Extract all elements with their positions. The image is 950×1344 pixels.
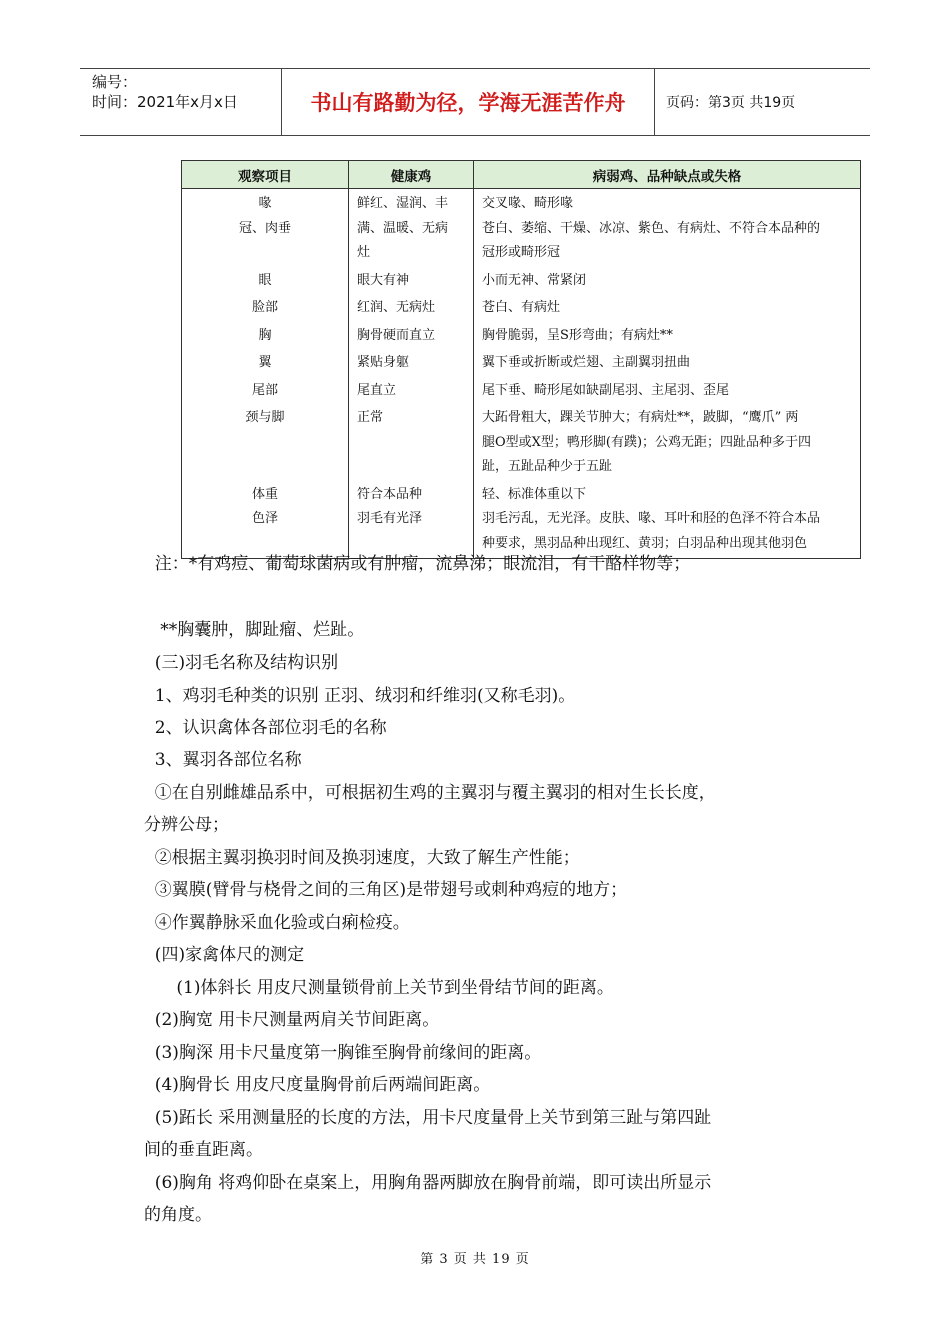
defect-cell: 大跖骨粗大，踝关节肿大；有病灶**，跛脚，“鹰爪” 两 腿O型或X型；鸭形脚(有蹼)；公鸡无距；四趾品种多于四 趾，五趾品种少于五趾 <box>474 403 861 480</box>
paragraph: 2、认识禽体各部位羽毛的名称 <box>144 718 387 738</box>
page-footer: 第 3 页 共 19 页 <box>420 1252 530 1267</box>
defect-cell: 尾下垂、畸形尾如缺副尾羽、主尾羽、歪尾 <box>474 376 861 404</box>
table-row <box>182 403 861 480</box>
column-header: 健康鸡 <box>349 161 474 189</box>
observation-table <box>181 160 861 559</box>
note-line-2: **胸囊肿，脚趾瘤、烂趾。 <box>144 620 365 640</box>
defect-cell: 轻、标准体重以下 羽毛污乱，无光泽。皮肤、喙、耳叶和胫的色泽不符合本品 种要求，黑羽品种出现红、黄羽；白羽品种出现其他羽色 <box>474 480 861 559</box>
header-meta <box>80 69 282 135</box>
page-header <box>80 68 870 136</box>
defect-cell: 小而无神、常紧闭 <box>474 266 861 294</box>
column-header: 观察项目 <box>182 161 349 189</box>
table-row <box>182 480 861 559</box>
header-page-info: 页码：第3页 共19页 <box>666 95 796 111</box>
table-body <box>182 189 861 559</box>
table-row <box>182 293 861 321</box>
table-row <box>182 321 861 349</box>
observation-item-cell: 喙 冠、肉垂 <box>182 189 349 266</box>
column-header: 病弱鸡、品种缺点或失格 <box>474 161 861 189</box>
defect-cell: 交叉喙、畸形喙 苍白、萎缩、干燥、冰凉、紫色、有病灶、不符合本品种的 冠形或畸形冠 <box>474 189 861 266</box>
measurement-item: (4)胸骨长 用皮尺度量胸骨前后两端间距离。 <box>144 1075 491 1095</box>
healthy-cell: 尾直立 <box>349 376 474 404</box>
healthy-cell: 胸骨硬而直立 <box>349 321 474 349</box>
measurement-item: 的角度。 <box>144 1205 212 1225</box>
table-row <box>182 189 861 266</box>
table-header-row <box>182 161 861 189</box>
section-heading-4: (四)家禽体尺的测定 <box>144 945 305 965</box>
healthy-cell: 正常 <box>349 403 474 480</box>
header-motto: 书山有路勤为径，学海无涯苦作舟 <box>282 69 655 135</box>
measurement-item: (1)体斜长 用皮尺测量锁骨前上关节到坐骨结节间的距离。 <box>144 978 614 998</box>
measurement-item: (3)胸深 用卡尺量度第一胸锥至胸骨前缘间的距离。 <box>144 1043 542 1063</box>
measurement-item: (6)胸角 将鸡仰卧在桌案上，用胸角器两脚放在胸骨前端，即可读出所显示 <box>144 1173 712 1193</box>
observation-item-cell: 翼 <box>182 348 349 376</box>
paragraph: ②根据主翼羽换羽时间及换羽速度，大致了解生产性能； <box>144 848 580 868</box>
section-heading-3: (三)羽毛名称及结构识别 <box>144 653 339 673</box>
paragraph: ③翼膜(臂骨与桡骨之间的三角区)是带翅号或刺种鸡痘的地方； <box>144 880 628 900</box>
paragraph: ④作翼静脉采血化验或白痢检疫。 <box>144 913 410 933</box>
measurement-item: (2)胸宽 用卡尺测量两肩关节间距离。 <box>144 1010 440 1030</box>
defect-cell: 苍白、有病灶 <box>474 293 861 321</box>
paragraph: ①在自别雌雄品系中，可根据初生鸡的主翼羽与覆主翼羽的相对生长长度， <box>144 783 716 803</box>
observation-item-cell: 眼 <box>182 266 349 294</box>
observation-item-cell: 脸部 <box>182 293 349 321</box>
measurement-item: (5)跖长 采用测量胫的长度的方法，用卡尺度量骨上关节到第三趾与第四趾 <box>144 1108 712 1128</box>
number-label: 编号： <box>92 73 138 91</box>
paragraph: 3、翼羽各部位名称 <box>144 750 302 770</box>
healthy-cell: 鲜红、湿润、丰 满、温暖、无病 灶 <box>349 189 474 266</box>
paragraph: 分辨公母； <box>144 815 229 835</box>
defect-cell: 胸骨脆弱，呈S形弯曲；有病灶** <box>474 321 861 349</box>
table-row <box>182 376 861 404</box>
healthy-cell: 紧贴身躯 <box>349 348 474 376</box>
healthy-cell: 眼大有神 <box>349 266 474 294</box>
table-row <box>182 348 861 376</box>
observation-item-cell: 尾部 <box>182 376 349 404</box>
note-line-1: 注：*有鸡痘、葡萄球菌病或有肿瘤，流鼻涕；眼流泪，有干酪样物等； <box>144 554 691 574</box>
healthy-cell: 符合本品种 羽毛有光泽 <box>349 480 474 559</box>
observation-item-cell: 颈与脚 <box>182 403 349 480</box>
time-label: 时间：2021年x月x日 <box>92 93 238 111</box>
observation-item-cell: 胸 <box>182 321 349 349</box>
table-row <box>182 266 861 294</box>
healthy-cell: 红润、无病灶 <box>349 293 474 321</box>
defect-cell: 翼下垂或折断或烂翅、主副翼羽扭曲 <box>474 348 861 376</box>
paragraph: 1、鸡羽毛种类的识别 正羽、绒羽和纤维羽(又称毛羽)。 <box>144 686 576 706</box>
observation-item-cell: 体重 色泽 <box>182 480 349 559</box>
measurement-item: 间的垂直距离。 <box>144 1140 263 1160</box>
